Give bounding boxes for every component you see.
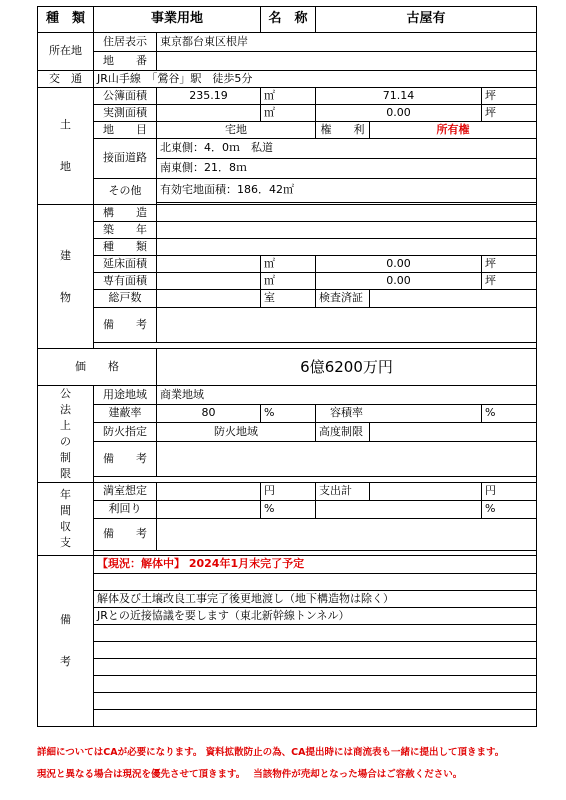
remarks-line-2: JRとの近接協議を要します（東北新幹線トンネル） [94, 607, 537, 624]
structure-value [157, 205, 537, 222]
full-occupancy-label: 満室想定 [94, 482, 157, 500]
building-section-label: 建 物 [38, 205, 94, 349]
zoning-value: 商業地域 [157, 386, 537, 405]
transport-value: JR山手線 「鶯谷」駅 徒歩5分 [94, 71, 537, 88]
building-remarks-value [157, 308, 537, 343]
units-value [157, 290, 261, 308]
rights-value: 所有権 [370, 122, 537, 139]
building-kind-value [157, 239, 537, 256]
floor-area-label: 延床面積 [94, 256, 157, 273]
remarks-line [94, 573, 537, 590]
type-value: 事業用地 [94, 7, 261, 33]
inspection-value [370, 290, 537, 308]
building-kind-label: 種 類 [94, 239, 157, 256]
remarks-status: 【現況：解体中】 2024年1月末完了予定 [94, 555, 537, 573]
price-value: 6億6200万円 [157, 349, 537, 386]
lot-value [157, 52, 537, 71]
registered-area-m2: 235.19 [157, 88, 261, 105]
road-label: 接面道路 [94, 139, 157, 179]
property-table [37, 6, 537, 727]
income-remarks-label: 備 考 [94, 518, 157, 550]
height-limit-value [370, 423, 537, 442]
zoning-label: 用途地域 [94, 386, 157, 405]
road-line-2: 南東側：21．8ｍ [157, 159, 537, 179]
remarks-line-1: 解体及び土壌改良工事完了後更地渡し（地下構造物は除く） [94, 590, 537, 607]
income-section-label: 年 間 収 支 [38, 482, 94, 555]
address-value: 東京都台東区根岸 [157, 33, 537, 52]
percent-unit: % [261, 404, 316, 423]
private-area-tsubo: 0.00 [316, 273, 482, 290]
far-label: 容積率 [316, 404, 482, 423]
remarks-line [94, 675, 537, 692]
expense-label: 支出計 [316, 482, 370, 500]
footer-note-2: 現況と異なる場合は現況を優先させて頂きます。 当該物件が売却となった場合はご容赦ください。 [37, 769, 463, 780]
fire-zone-label: 防火指定 [94, 423, 157, 442]
percent-unit: % [482, 404, 537, 423]
type-label: 種 類 [38, 7, 94, 33]
height-limit-label: 高度制限 [316, 423, 370, 442]
units-label: 総戸数 [94, 290, 157, 308]
land-section-label: 土 地 [38, 88, 94, 205]
floor-area-tsubo: 0.00 [316, 256, 482, 273]
yield-blank [316, 500, 482, 518]
income-remarks-value [157, 518, 537, 550]
location-label: 所在地 [38, 33, 94, 71]
name-value: 古屋有 [316, 7, 537, 33]
private-area-label: 専有面積 [94, 273, 157, 290]
measured-area-m2 [157, 105, 261, 122]
inspection-label: 検査済証 [316, 290, 370, 308]
percent-unit: % [482, 500, 537, 518]
tsubo-unit: 坪 [482, 105, 537, 122]
structure-label: 構 造 [94, 205, 157, 222]
remarks-line [94, 692, 537, 709]
registered-area-label: 公簿面積 [94, 88, 157, 105]
land-category-value: 宅地 [157, 122, 316, 139]
legal-remarks-value [157, 441, 537, 476]
lot-label: 地 番 [94, 52, 157, 71]
address-label: 住居表示 [94, 33, 157, 52]
full-occupancy-value [157, 482, 261, 500]
yield-label: 利回り [94, 500, 157, 518]
property-sheet [37, 6, 537, 727]
land-other-value: 有効宅地面積：186．42㎡ [157, 179, 537, 203]
tsubo-unit: 坪 [482, 273, 537, 290]
yield-value [157, 500, 261, 518]
sqm-unit: ㎡ [261, 105, 316, 122]
tsubo-unit: 坪 [482, 256, 537, 273]
coverage-label: 建蔽率 [94, 404, 157, 423]
measured-area-tsubo: 0.00 [316, 105, 482, 122]
footer-note-1: 詳細についてはCAが必要になります。 資料拡散防止の為、CA提出時には商流表も一緒に提出して頂きます。 [37, 747, 505, 758]
building-remarks-label: 備 考 [94, 308, 157, 343]
price-label: 価 格 [38, 349, 157, 386]
remarks-line [94, 624, 537, 641]
fire-zone-value: 防火地域 [157, 423, 316, 442]
built-year-label: 築 年 [94, 222, 157, 239]
yen-unit: 円 [482, 482, 537, 500]
name-label: 名 称 [261, 7, 316, 33]
land-other-label: その他 [94, 179, 157, 205]
legal-remarks-label: 備 考 [94, 441, 157, 476]
remarks-line [94, 709, 537, 726]
expense-value [370, 482, 482, 500]
land-category-label: 地 目 [94, 122, 157, 139]
remarks-line [94, 641, 537, 658]
built-year-value [157, 222, 537, 239]
sqm-unit: ㎡ [261, 88, 316, 105]
sqm-unit: ㎡ [261, 273, 316, 290]
remarks-section-label: 備 考 [38, 555, 94, 726]
units-unit: 室 [261, 290, 316, 308]
sqm-unit: ㎡ [261, 256, 316, 273]
coverage-value: 80 [157, 404, 261, 423]
remarks-line [94, 658, 537, 675]
tsubo-unit: 坪 [482, 88, 537, 105]
registered-area-tsubo: 71.14 [316, 88, 482, 105]
measured-area-label: 実測面積 [94, 105, 157, 122]
floor-area-m2 [157, 256, 261, 273]
road-line-1: 北東側：4．0ｍ 私道 [157, 139, 537, 159]
yen-unit: 円 [261, 482, 316, 500]
legal-section-label: 公 法 上 の 制 限 [38, 386, 94, 483]
transport-label: 交 通 [38, 71, 94, 88]
percent-unit: % [261, 500, 316, 518]
rights-label: 権 利 [316, 122, 370, 139]
private-area-m2 [157, 273, 261, 290]
